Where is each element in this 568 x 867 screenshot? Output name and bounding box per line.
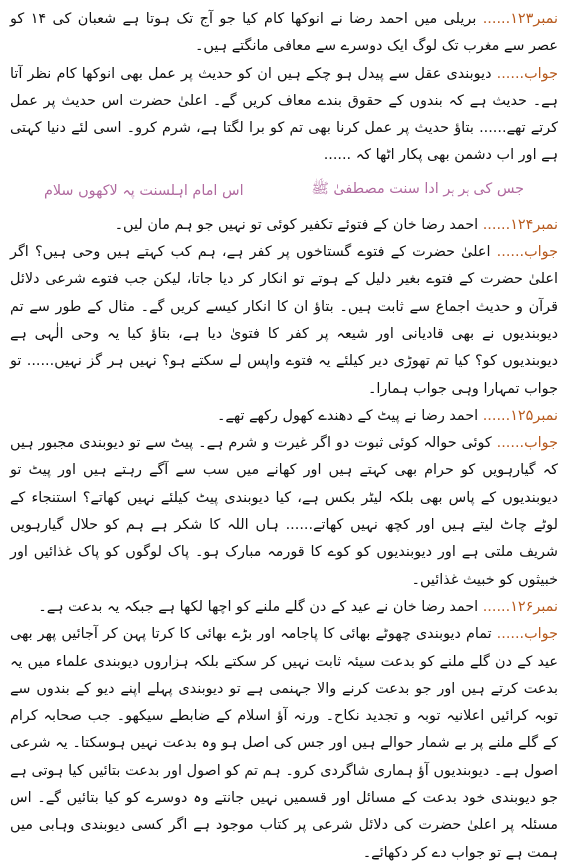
answer-label: جواب: [524, 244, 559, 261]
question-text: احمد رضا خان کے فتوئے تکفیر کوئی تو نہیں جو ہم مان لیں۔: [114, 216, 479, 233]
leader-dots: ......: [496, 626, 525, 643]
couplet-second-hemistich: اس امام اہلسنت پہ لاکھوں سلام: [43, 182, 244, 199]
question-label: نمبر۱۲۵: [510, 407, 558, 424]
leader-dots: ......: [496, 435, 525, 452]
question-label: نمبر۱۲۶: [510, 598, 558, 615]
answer-text: کوئی حوالہ کوئی ثبوت دو اگر غیرت و شرم ہے۔ پیٹ سے تو دیوبندی مجبور ہیں کہ گیارہویں کو حرام بھی کہتے ہیں اور کھانے میں سب سے آگے رہتے ہیں اور پیٹ تو دیوبندیوں کے پاس بھی بلکہ لیٹر بکس ہے، کیا دیوبندی پیٹ کیلئے نہیں کھاتے؟ استنجاء کے لوٹے چاٹ لیتے ہیں اور کچھ نہیں کھاتے...... ہاں اللہ کا شکر ہے ہم کو حلال گیارہویں شریف ملتی ہے اور دیوبندیوں کو کوے کا قورمہ مبارک ہو۔ پاک لوگوں کو پاک غذائیں اور خبیثوں کو خبیث غذائیں۔: [10, 435, 558, 588]
couplet-first-hemistich: جس کی ہر ہر ادا سنت مصطفیٰ ﷺ: [311, 181, 525, 198]
leader-dots: ......: [496, 65, 525, 82]
answer-126: [10, 621, 558, 867]
leader-dots: ......: [496, 244, 525, 261]
question-126: [10, 594, 558, 621]
leader-dots: ......: [482, 407, 511, 424]
leader-dots: ......: [482, 216, 511, 233]
answer-text: دیوبندی عقل سے پیدل ہو چکے ہیں ان کو حدیث پر عمل بھی انوکھا کام نظر آتا ہے۔ حدیث ہے کہ بندوں کے حقوق بندے معاف کریں گے۔ اعلیٰ حضرت اس حدیث پر عمل کرتے تھے...... بتاؤ حدیث پر عمل کرنا بھی تم کو برا لگتا ہے، شرم کرو۔ اسی لئے دنیا کہتی ہے اور اب دشمن بھی پکار اٹھا کہ ......: [10, 65, 558, 164]
couplet: [10, 174, 558, 208]
leader-dots: ......: [482, 598, 511, 615]
answer-label: جواب: [524, 626, 559, 643]
answer-124: [10, 239, 558, 403]
question-label: نمبر۱۲۳: [510, 11, 558, 27]
question-label: نمبر۱۲۴: [510, 216, 558, 233]
answer-label: جواب: [524, 65, 558, 82]
question-text: احمد رضا خان نے عید کے دن گلے ملنے کو اچھا لکھا ہے جبکہ یہ بدعت ہے۔: [38, 598, 479, 615]
question-text: بریلی میں احمد رضا نے انوکھا کام کیا جو آج تک ہوتا ہے شعبان کی ۱۴ کو عصر سے مغرب تک لوگ ایک دوسرے سے معافی مانگتے ہیں۔: [10, 11, 558, 55]
question-125: [10, 403, 558, 430]
answer-125: [10, 430, 558, 594]
question-123: [10, 6, 558, 61]
answer-123: [10, 61, 558, 170]
answer-text: اعلیٰ حضرت کے فتوے گستاخوں پر کفر ہے، ہم کب کہتے ہیں وحی ہیں؟ اگر اعلیٰ حضرت کے فتوے بغیر دلیل کے ہوتے تو انکار کر دیا جاتا، لیکن جب فتوے شرعی دلائل قرآن و حدیث اجماع سے ثابت ہیں۔ بتاؤ ان کا انکار کیسے کریں گے۔ مثال کے طور سے تم دیوبندیوں نے بھی قادیانی اور شیعہ پر کفر کا فتویٰ دیا ہے، بتاؤ کیا یہ وحی الٰہی ہے دیوبندیوں کو؟ کیا تم تھوڑی دیر کیلئے یہ فتوے واپس لے سکتے ہو؟ نہیں ہر گز نہیں...... تو جواب تمہارا وہی جواب ہمارا۔: [10, 244, 558, 397]
question-text: احمد رضا نے پیٹ کے دھندے کھول رکھے تھے۔: [216, 407, 479, 424]
leader-dots: ......: [482, 11, 511, 27]
answer-label: جواب: [524, 435, 558, 452]
answer-text: تمام دیوبندی چھوٹے بھائی کا پاجامہ اور بڑے بھائی کا کرتا پہن کر آجائیں پھر بھی عید کے دن گلے ملنے کو بدعت سیئہ ثابت نہیں کر سکتے بلکہ ہزاروں دیوبندی علماء میں یہ بدعت کرتے ہیں اور جو بدعت کرنے والا جہنمی ہے تو دیوبندی پہلے اپنے دیو کے بندوں سے توبہ کرائیں اعلانیہ توبہ و تجدید نکاح۔ ورنہ آؤ اسلام کے ضابطے سیکھو۔ جب صحابہ کرام کے گلے ملنے پر بے شمار حوالے ہیں اور جس کی اصل ہو وہ بدعت نہیں ہوسکتا۔ یہ شرعی اصول ہے۔ دیوبندیوں آؤ ہماری شاگردی کرو۔ ہم تم کو اصول اور بدعت بتائیں کیا ہوتی ہے جو دیوبندی خود بدعت کے مسائل اور قسمیں نہیں جانتے وہ دوسرے کو کیا بتائیں گے۔ اس مسئلہ پر اعلیٰ حضرت کی دلائل شرعی پر کتاب موجود ہے اگر کسی دیوبندی وہابی میں ہمت ہے تو جواب دے کر دکھائے۔: [10, 626, 558, 861]
question-124: [10, 212, 558, 239]
